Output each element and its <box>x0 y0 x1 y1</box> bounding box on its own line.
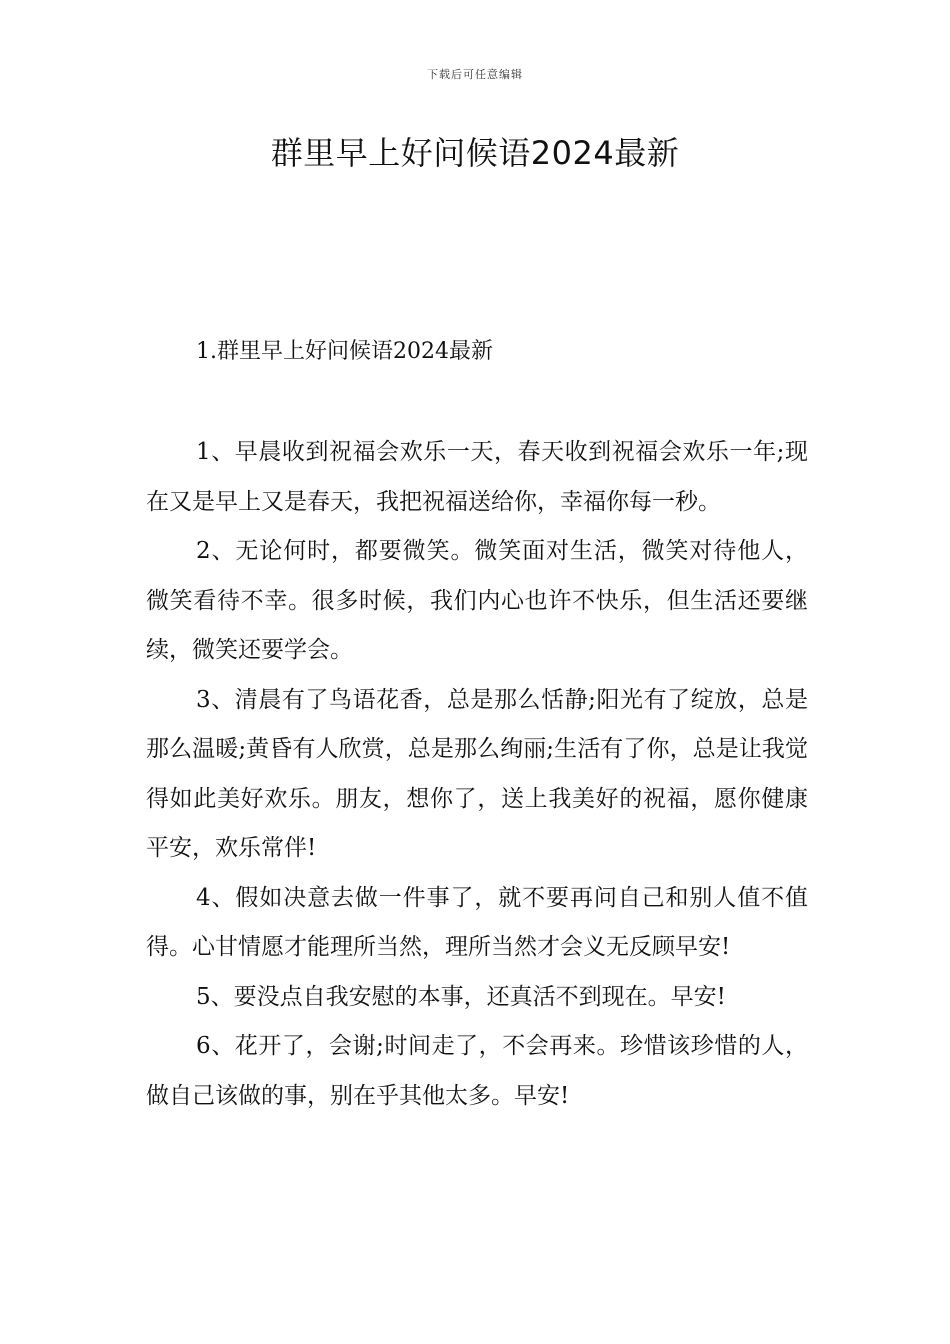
section-heading: 1.群里早上好问候语2024最新 <box>196 339 493 364</box>
paragraph: 2、无论何时，都要微笑。微笑面对生活，微笑对待他人，微笑看待不幸。很多时候，我们内心也许不快乐，但生活还要继续，微笑还要学会。 <box>146 538 808 663</box>
paragraph: 6、花开了，会谢;时间走了，不会再来。珍惜该珍惜的人，做自己该做的事，别在乎其他太多。早安! <box>146 1033 808 1109</box>
header-note: 下载后可任意编辑 <box>427 68 523 81</box>
paragraph: 5、要没点自我安慰的本事，还真活不到现在。早安! <box>196 983 726 1010</box>
body-text <box>146 428 808 1121</box>
paragraph: 1、早晨收到祝福会欢乐一天，春天收到祝福会欢乐一年;现在又是早上又是春天，我把祝福送给你，幸福你每一秒。 <box>146 439 808 515</box>
paragraph: 4、假如决意去做一件事了，就不要再问自己和别人值不值得。心甘情愿才能理所当然，理所当然才会义无反顾早安! <box>146 884 808 960</box>
document-title: 群里早上好问候语2024最新 <box>270 134 680 172</box>
paragraph: 3、清晨有了鸟语花香，总是那么恬静;阳光有了绽放，总是那么温暖;黄昏有人欣赏，总是那么绚丽;生活有了你，总是让我觉得如此美好欢乐。朋友，想你了，送上我美好的祝福，愿你健康平安，欢乐常伴! <box>146 686 808 861</box>
